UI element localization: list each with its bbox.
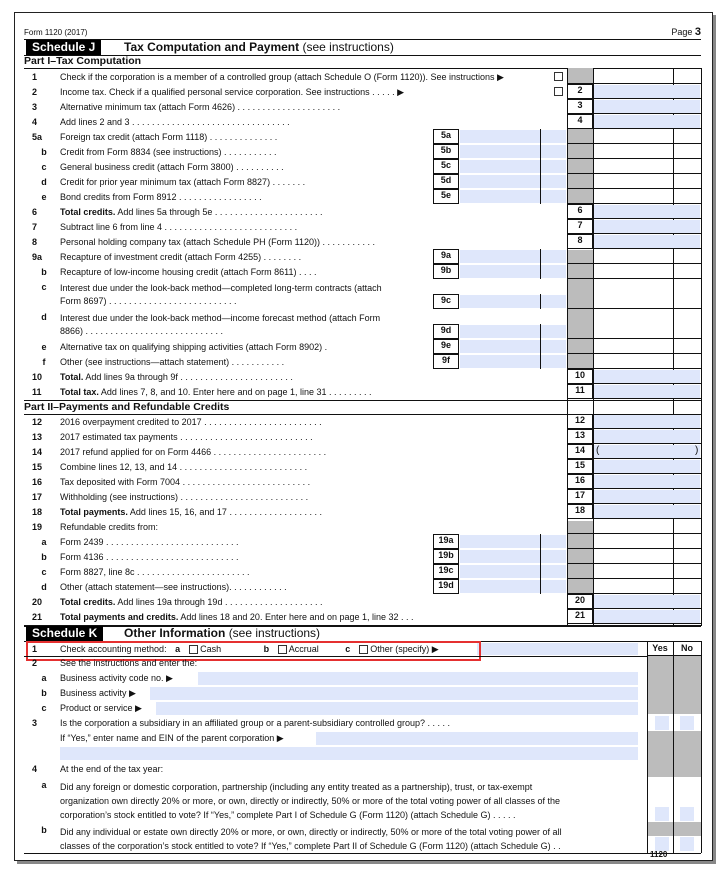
accrual-label: Accrual xyxy=(288,644,319,654)
line-text: Tax deposited with Form 7004 . . . . . . . . . . . . . . . . . . . . . . . . . . xyxy=(60,477,311,487)
line-box-label: 2 xyxy=(567,84,593,99)
line-number: e xyxy=(41,342,47,352)
option-letter: c xyxy=(345,644,351,654)
line-text: Personal holding company tax (attach Schedule PH (Form 1120)) . . . . . . . . . . . xyxy=(60,237,375,247)
inner-amount-field[interactable] xyxy=(460,175,566,188)
k-line-4b-text: Did any individual or estate own directly 20% or more, or own, directly or indirectly, 50% or more of the total voting power of all classes of the corporation’s stock entitled to vote? If “Yes,” complete Part II of Schedule G (Form 1120) (attach Schedule G) . . xyxy=(60,827,562,851)
k-line-3-text: Is the corporation a subsidiary in an affiliated group or a parent-subsidiary controlled group? . . . . . xyxy=(60,718,451,728)
line-number: 15 xyxy=(32,462,43,472)
line-number: 19 xyxy=(32,522,43,532)
line-number: 21 xyxy=(32,612,43,622)
line-text: Recapture of low-income housing credit (attach Form 8611) . . . . xyxy=(60,267,317,277)
cents-divider xyxy=(540,249,541,264)
cash-label: Cash xyxy=(200,644,222,654)
amount-field[interactable] xyxy=(594,610,700,623)
cents-divider xyxy=(540,174,541,189)
line-box-label: 6 xyxy=(567,204,593,219)
line-number: 17 xyxy=(32,492,43,502)
line-text: Withholding (see instructions) . . . . . . . . . . . . . . . . . . . . . . . . . . xyxy=(60,492,309,502)
line-number: 12 xyxy=(32,417,43,427)
line-text: Interest due under the look-back method—completed long-term contracts (attach Form 8697) . . . . . . . . . . . . . . . . . . . . . . . . . . xyxy=(60,283,382,306)
amount-field[interactable] xyxy=(594,460,700,473)
inner-box-label: 9e xyxy=(433,339,459,354)
line-text: Other (attach statement—see instructions). . . . . . . . . . . . xyxy=(60,582,287,592)
line-number: c xyxy=(41,282,47,292)
line-text: Total credits. Add lines 5a through 5e . . . . . . . . . . . . . . . . . . . . . . xyxy=(60,207,323,217)
inner-box-label: 5b xyxy=(433,144,459,159)
line-box-label: 18 xyxy=(567,504,593,519)
line-box-label: 20 xyxy=(567,594,593,609)
line-number: b xyxy=(41,147,47,157)
inner-amount-field[interactable] xyxy=(460,145,566,158)
amount-field[interactable] xyxy=(594,415,700,428)
line-text: Alternative minimum tax (attach Form 4626) . . . . . . . . . . . . . . . . . . . . . xyxy=(60,102,341,112)
no-header: No xyxy=(681,643,693,653)
schedule-j-title: Tax Computation and Payment (see instructions) xyxy=(124,40,394,54)
line-number: d xyxy=(41,177,47,187)
cents-divider xyxy=(540,324,541,339)
k-line-4-text: At the end of the tax year: xyxy=(60,764,164,774)
footer-fragment: 1120 xyxy=(650,851,668,857)
line-box-label: 4 xyxy=(567,114,593,129)
line-text: Add lines 2 and 3 . . . . . . . . . . . . . . . . . . . . . . . . . . . . . . . . xyxy=(60,117,290,127)
rule xyxy=(24,68,701,69)
line-text: 2017 refund applied for on Form 4466 . . . . . . . . . . . . . . . . . . . . . . . xyxy=(60,447,327,457)
amount-field[interactable] xyxy=(594,370,700,383)
line-text: Check if the corporation is a member of a controlled group (attach Schedule O (Form 1120)). See instructions ▶ xyxy=(60,72,504,82)
line-text: 2016 overpayment credited to 2017 . . . . . . . . . . . . . . . . . . . . . . . . xyxy=(60,417,322,427)
paren-close: ) xyxy=(695,445,699,456)
k-line-4a-text: Did any foreign or domestic corporation, partnership (including any entity treated as a partnership), trust, or tax-exempt organization own directly 20% or more, or own, directly or indirectly, 50% or more of the total voting power of all classes of the corporation’s stock entitled to vote? If “Yes,” complete Part I of Schedule G (Form 1120) (attach Schedule G) . . . . . xyxy=(60,782,561,820)
rule xyxy=(567,143,701,144)
amount-field[interactable] xyxy=(594,595,700,608)
inner-amount-field[interactable] xyxy=(460,550,566,563)
line-text: Credit for prior year minimum tax (attach Form 8827) . . . . . . . xyxy=(60,177,306,187)
amount-field[interactable] xyxy=(594,220,700,233)
inner-amount-field[interactable] xyxy=(460,295,566,308)
schedule-j-tag: Schedule J xyxy=(26,40,101,55)
line-number: c xyxy=(41,567,47,577)
amount-field[interactable] xyxy=(594,85,700,98)
yes-header: Yes xyxy=(652,643,668,653)
inner-box-label: 9a xyxy=(433,249,459,264)
accounting-method-label: Check accounting method: xyxy=(60,644,167,654)
other-method-label: Other (specify) ▶ xyxy=(370,644,439,654)
line-number: 13 xyxy=(32,432,43,442)
line-number: a xyxy=(41,537,47,547)
col-line xyxy=(701,641,702,853)
line-box-label: 11 xyxy=(567,384,593,399)
line-number: 4 xyxy=(32,764,38,774)
inner-amount-field[interactable] xyxy=(460,160,566,173)
line-number: 3 xyxy=(32,718,38,728)
line-box-label: 12 xyxy=(567,414,593,429)
line-text: Recapture of investment credit (attach Form 4255) . . . . . . . . xyxy=(60,252,302,262)
parent-corp-field[interactable] xyxy=(316,732,638,745)
inner-amount-field[interactable] xyxy=(460,580,566,593)
line-number: 1 xyxy=(32,644,38,654)
inner-box-label: 19b xyxy=(433,549,459,564)
business-activity-field[interactable] xyxy=(150,687,638,700)
line-number: b xyxy=(41,267,47,277)
amount-field[interactable] xyxy=(594,115,700,128)
inner-box-label: 5e xyxy=(433,189,459,204)
cents-divider xyxy=(540,339,541,354)
schedule-k-title: Other Information (see instructions) xyxy=(124,626,321,640)
inner-box-label: 9f xyxy=(433,354,459,369)
line-text: Total tax. Add lines 7, 8, and 10. Enter here and on page 1, line 31 . . . . . . . . . xyxy=(60,387,372,397)
rule xyxy=(567,188,701,189)
rule xyxy=(567,563,701,564)
parent-corp-field-2[interactable] xyxy=(60,747,638,760)
line-text: Subtract line 6 from line 4 . . . . . . . . . . . . . . . . . . . . . . . . . . . xyxy=(60,222,298,232)
line-text: Interest due under the look-back method—income forecast method (attach Form 8866) . . . . . . . . . . . . . . . . . . . . . . . . . . . . xyxy=(60,313,381,336)
inner-amount-field[interactable] xyxy=(460,250,566,263)
part-1-heading: Part I–Tax Computation xyxy=(24,55,142,67)
activity-code-field[interactable] xyxy=(198,672,638,685)
line-box-label: 8 xyxy=(567,234,593,249)
k-line-2-text: See the instructions and enter the: xyxy=(60,658,198,668)
form-header xyxy=(24,26,701,40)
line-box-label: 3 xyxy=(567,99,593,114)
line-box-label: 14 xyxy=(567,444,593,459)
controlled-group-checkbox[interactable] xyxy=(554,72,563,81)
other-method-field[interactable] xyxy=(477,643,638,655)
line-number: 8 xyxy=(32,237,38,247)
line-text: Form 2439 . . . . . . . . . . . . . . . . . . . . . . . . . . . xyxy=(60,537,239,547)
rule xyxy=(567,263,701,264)
line-text: 2017 estimated tax payments . . . . . . . . . . . . . . . . . . . . . . . . . . . xyxy=(60,432,313,442)
line-text: Bond credits from Form 8912 . . . . . . . . . . . . . . . . . xyxy=(60,192,262,202)
inner-box-label: 9c xyxy=(433,294,459,309)
inner-box-label: 19a xyxy=(433,534,459,549)
rule xyxy=(24,656,647,657)
amount-field[interactable] xyxy=(594,385,700,398)
line-text: Form 4136 . . . . . . . . . . . . . . . . . . . . . . . . . . . xyxy=(60,552,239,562)
schedule-k-tag: Schedule K xyxy=(26,626,103,641)
amount-field[interactable] xyxy=(594,445,700,458)
line-box-label: 7 xyxy=(567,219,593,234)
inner-box-label: 9b xyxy=(433,264,459,279)
cents-divider xyxy=(540,534,541,549)
cents-divider xyxy=(540,354,541,369)
line-number: b xyxy=(41,552,47,562)
rule xyxy=(567,173,701,174)
option-letter: a xyxy=(175,644,181,654)
line-text: Credit from Form 8834 (see instructions) . . . . . . . . . . . xyxy=(60,147,277,157)
line-number: 6 xyxy=(32,207,38,217)
amount-field[interactable] xyxy=(594,430,700,443)
line-number: e xyxy=(41,192,47,202)
cents-divider xyxy=(540,159,541,174)
rule xyxy=(567,308,701,309)
rule xyxy=(567,353,701,354)
inner-amount-field[interactable] xyxy=(460,130,566,143)
line-number: 18 xyxy=(32,507,43,517)
line-text: General business credit (attach Form 3800) . . . . . . . . . . xyxy=(60,162,284,172)
line-text: Income tax. Check if a qualified personal service corporation. See instructions . . . . . ▶ xyxy=(60,87,405,97)
line-box-label: 13 xyxy=(567,429,593,444)
rule xyxy=(567,158,701,159)
line-number: 7 xyxy=(32,222,38,232)
personal-service-checkbox[interactable] xyxy=(554,87,563,96)
line-text: Combine lines 12, 13, and 14 . . . . . . . . . . . . . . . . . . . . . . . . . . xyxy=(60,462,308,472)
inner-box-label: 19d xyxy=(433,579,459,594)
inner-amount-field[interactable] xyxy=(460,355,566,368)
rule xyxy=(24,414,701,415)
inner-box-label: 5c xyxy=(433,159,459,174)
product-service-label: Product or service ▶ xyxy=(60,703,142,713)
product-service-field[interactable] xyxy=(156,702,638,715)
cents-divider xyxy=(540,294,541,309)
line-text: Foreign tax credit (attach Form 1118) . . . . . . . . . . . . . . xyxy=(60,132,278,142)
line-text: Total. Add lines 9a through 9f . . . . . . . . . . . . . . . . . . . . . . . xyxy=(60,372,293,382)
amount-field[interactable] xyxy=(594,205,700,218)
inner-amount-field[interactable] xyxy=(460,325,566,338)
line-number: d xyxy=(41,582,47,592)
schedule-k-heading xyxy=(24,626,701,641)
cents-divider xyxy=(540,129,541,144)
activity-code-label: Business activity code no. ▶ xyxy=(60,673,173,683)
line-number: 2 xyxy=(32,658,38,668)
amount-field[interactable] xyxy=(594,235,700,248)
col-line xyxy=(701,68,702,626)
rule xyxy=(567,578,701,579)
parent-corp-label: If “Yes,” enter name and EIN of the parent corporation ▶ xyxy=(60,733,284,743)
line-box-label: 21 xyxy=(567,609,593,624)
rule xyxy=(567,533,701,534)
part-2-heading: Part II–Payments and Refundable Credits xyxy=(24,401,230,413)
line-number: 3 xyxy=(32,102,38,112)
page-indicator: Page 3 xyxy=(671,26,701,38)
line-text: Total payments and credits. Add lines 18 and 20. Enter here and on page 1, line 32 . . . xyxy=(60,612,414,622)
amount-field[interactable] xyxy=(594,490,700,503)
inner-amount-field[interactable] xyxy=(460,535,566,548)
option-letter: b xyxy=(263,644,270,654)
line-number: f xyxy=(42,357,46,367)
amount-field[interactable] xyxy=(594,100,700,113)
schedule-j-heading xyxy=(24,40,701,55)
line-number: 10 xyxy=(32,372,43,382)
inner-box-label: 5d xyxy=(433,174,459,189)
bottom-rule xyxy=(24,853,701,854)
cents-divider xyxy=(540,144,541,159)
inner-amount-field[interactable] xyxy=(460,340,566,353)
inner-amount-field[interactable] xyxy=(460,190,566,203)
inner-box-label: 19c xyxy=(433,564,459,579)
line-number: 20 xyxy=(32,597,43,607)
line-number: 1 xyxy=(32,72,38,82)
line-number: 4 xyxy=(32,117,38,127)
line-text: Refundable credits from: xyxy=(60,522,159,532)
line-text: Total payments. Add lines 15, 16, and 17 . . . . . . . . . . . . . . . . . . . xyxy=(60,507,322,517)
rule xyxy=(567,278,701,279)
line-text: Alternative tax on qualifying shipping activities (attach Form 8902) . xyxy=(60,342,328,352)
cents-divider xyxy=(540,564,541,579)
cents-divider xyxy=(540,549,541,564)
rule xyxy=(567,338,701,339)
line-text: Form 8827, line 8c . . . . . . . . . . . . . . . . . . . . . . . xyxy=(60,567,250,577)
line-number: 2 xyxy=(32,87,38,97)
line-number: 11 xyxy=(32,387,42,397)
line-number: d xyxy=(41,312,47,322)
line-number: 16 xyxy=(32,477,43,487)
line-number: 5a xyxy=(32,132,43,142)
line-number: 14 xyxy=(32,447,43,457)
line-box-label: 10 xyxy=(567,369,593,384)
line-number: 9a xyxy=(32,252,43,262)
line-number: c xyxy=(41,162,47,172)
paren-open: ( xyxy=(596,445,600,456)
cents-divider xyxy=(540,579,541,594)
line-text: Total credits. Add lines 19a through 19d . . . . . . . . . . . . . . . . . . . . xyxy=(60,597,323,607)
cents-divider xyxy=(540,264,541,279)
business-activity-label: Business activity ▶ xyxy=(60,688,136,698)
inner-box-label: 9d xyxy=(433,324,459,339)
cents-divider xyxy=(540,189,541,204)
inner-box-label: 5a xyxy=(433,129,459,144)
form-id: Form 1120 (2017) xyxy=(24,28,88,37)
line-text: Other (see instructions—attach statement) . . . . . . . . . . . xyxy=(60,357,285,367)
line-box-label: 15 xyxy=(567,459,593,474)
line-box-label: 17 xyxy=(567,489,593,504)
rule xyxy=(567,548,701,549)
inner-amount-field[interactable] xyxy=(460,565,566,578)
inner-amount-field[interactable] xyxy=(460,265,566,278)
amount-field[interactable] xyxy=(594,475,700,488)
amount-field[interactable] xyxy=(594,505,700,518)
line-box-label: 16 xyxy=(567,474,593,489)
